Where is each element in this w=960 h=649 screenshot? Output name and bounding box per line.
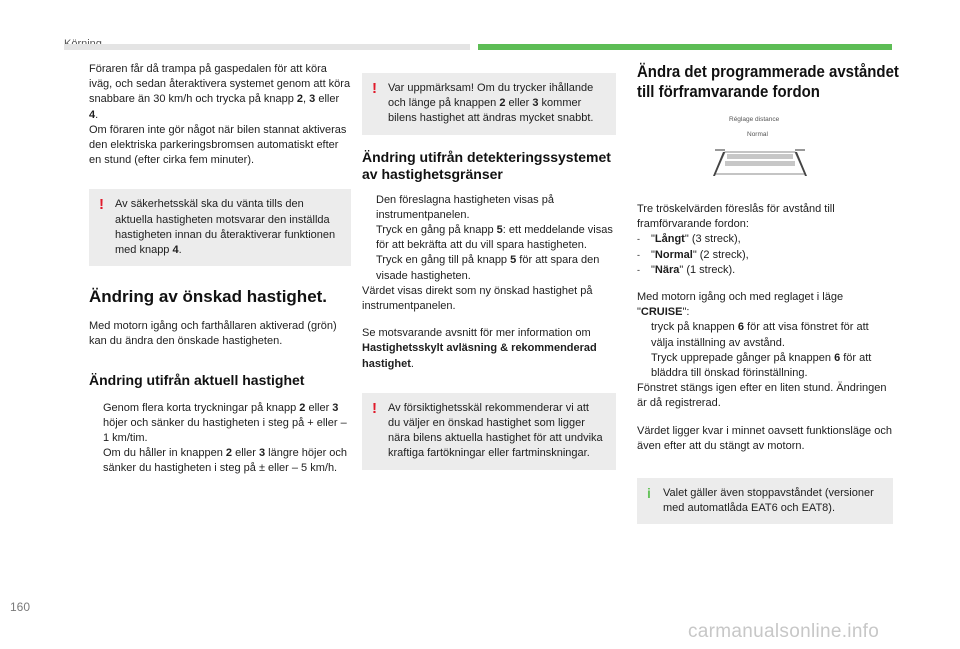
- warning-box: ! Av försiktighetsskäl rekommenderar vi att du väljer en önskad hastighet som ligger nära bilens aktuella hastighet för att undvika kraftiga fartökningar eller fartminskningar.: [362, 393, 616, 470]
- info-box: i Valet gäller även stoppavståndet (versioner med automatlåda EAT6 och EAT8).: [637, 478, 893, 524]
- list-item: Genom flera korta tryckningar på knapp 2 eller 3 höjer och sänker du hastigheten i steg på + eller – 1 km/tim.: [89, 401, 351, 447]
- intro-paragraph-2: Om föraren inte gör något när bilen stannat aktiveras den elektriska parkeringsbromsen automatiskt efter en stund (efter cirka fem minuter).: [89, 123, 347, 167]
- bullet-icon: [362, 253, 376, 283]
- distance-display-svg: [713, 114, 813, 186]
- section-heading: Ändring utifrån detekteringssystemet av hastighetsgränser: [362, 148, 611, 182]
- section-heading: Ändra det programmerade avståndet till förframvarande fordon: [637, 62, 899, 101]
- bullet-icon: [637, 351, 651, 381]
- warning-box: ! Av säkerhetsskäl ska du vänta tills den aktuella hastigheten motsvarar den inställda hastigheten innan du återaktiverar funktionen med knapp 4.: [89, 189, 351, 266]
- bullet-icon: [362, 193, 376, 223]
- list-item: Om du håller in knappen 2 eller 3 längre höjer och sänker du hastigheten i steg på ± eller – 5 km/h.: [89, 446, 351, 476]
- warning-icon: !: [372, 80, 377, 97]
- section-heading: Ändring av önskad hastighet.: [89, 287, 328, 307]
- list-item: Den föreslagna hastigheten visas på instrumentpanelen.: [362, 193, 616, 223]
- dash-icon: -: [637, 264, 640, 275]
- page-number: 160: [10, 600, 31, 614]
- bullet-icon: [89, 446, 103, 476]
- list-item: - "Normal" (2 streck),: [637, 248, 893, 263]
- warning-icon: !: [372, 399, 377, 417]
- column-1: [89, 62, 351, 477]
- subheading: Ändring utifrån aktuell hastighet: [89, 371, 305, 388]
- dash-icon: -: [637, 249, 640, 260]
- column-2: [362, 62, 616, 470]
- list-item: Tryck en gång till på knapp 5 för att spara den visade hastigheten.: [362, 253, 616, 283]
- list-item: Tryck upprepade gånger på knappen 6 för att bläddra till önskad förinställning.: [637, 351, 893, 381]
- paragraph: Se motsvarande avsnitt för mer information om Hastighetsskylt avläsning & rekommenderad hastighet.: [362, 327, 597, 370]
- column-3: [637, 62, 899, 524]
- info-icon: i: [647, 485, 651, 502]
- bullet-icon: [89, 401, 103, 447]
- warning-box: ! Var uppmärksam! Om du trycker ihållande och länge på knappen 2 eller 3 kommer bilens hastighet att ändras mycket snabbt.: [362, 73, 616, 135]
- bullet-icon: [362, 223, 376, 253]
- list-item: - "Nära" (1 streck).: [637, 263, 893, 278]
- list-item: Tryck en gång på knapp 5: ett meddelande visas för att bekräfta att du vill spara hastigheten.: [362, 223, 616, 253]
- bullet-icon: [637, 320, 651, 350]
- figure-title: Réglage distance: [729, 116, 780, 123]
- dash-icon: -: [637, 234, 640, 245]
- header-rule-grey: [64, 44, 470, 50]
- header-rule-green: [478, 44, 892, 50]
- list-item: tryck på knappen 6 för att visa fönstret för att välja inställning av avstånd.: [637, 320, 893, 350]
- section-paragraph: Med motorn igång och farthållaren aktiverad (grön) kan du ändra den önskade hastigheten.: [89, 320, 337, 348]
- paragraph: Värdet visas direkt som ny önskad hastighet på instrumentpanelen.: [362, 284, 593, 313]
- figure-value: Normal: [747, 131, 768, 138]
- watermark: carmanualsonline.info: [688, 621, 880, 642]
- paragraph: Tre tröskelvärden föreslås för avstånd till framförvarande fordon:: [637, 203, 835, 231]
- intro-paragraph: Föraren får då trampa på gaspedalen för att köra iväg, och sedan återaktivera systemet genom att köra snabbare än 30 km/h och trycka på knapp 2, 3 eller 4.: [89, 63, 351, 121]
- warning-icon: !: [99, 196, 104, 214]
- paragraph: Fönstret stängs igen efter en liten stund. Ändringen är då registrerad.: [637, 382, 887, 410]
- distance-display-figure: [713, 114, 813, 186]
- paragraph: Värdet ligger kvar i minnet oavsett funktionsläge och även efter att du stängt av motorn.: [637, 424, 892, 452]
- paragraph: Med motorn igång och med reglaget i läge "CRUISE":: [637, 291, 844, 319]
- list-item: - "Långt" (3 streck),: [637, 232, 893, 247]
